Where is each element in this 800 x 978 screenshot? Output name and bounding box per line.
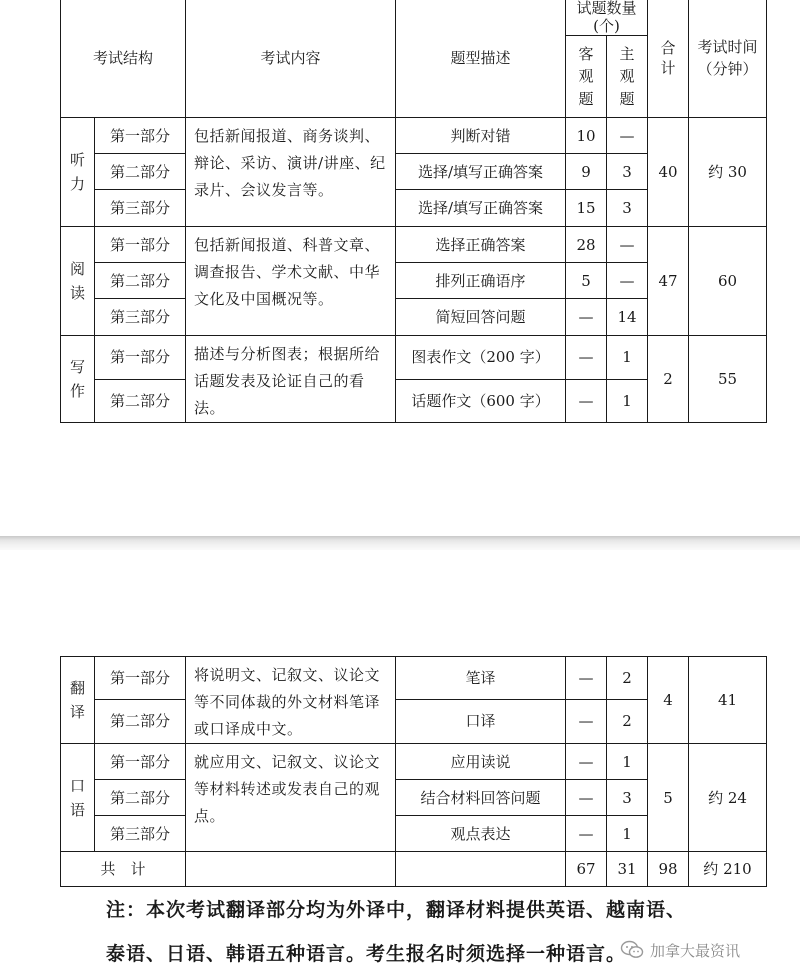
question-type: 话题作文（600 字） xyxy=(396,379,566,423)
objective-count: — xyxy=(566,299,607,336)
part-label: 第三部分 xyxy=(95,190,186,227)
section-time: 41 xyxy=(689,657,767,744)
section-total: 47 xyxy=(648,227,689,336)
question-type: 排列正确语序 xyxy=(396,263,566,299)
subjective-count: 1 xyxy=(607,744,648,780)
header-objective: 客观题 xyxy=(566,36,607,118)
exam-structure-table-continued xyxy=(60,656,767,887)
objective-count: — xyxy=(566,657,607,700)
question-type: 判断对错 xyxy=(396,118,566,154)
note-line-1: 注：本次考试翻译部分均为外译中，翻译材料提供英语、越南语、 xyxy=(106,899,687,921)
header-content: 考试内容 xyxy=(186,0,396,118)
note-line-2: 泰语、日语、韩语五种语言。考生报名时须选择一种语言。 xyxy=(106,943,627,965)
question-type: 观点表达 xyxy=(396,816,566,852)
question-type: 应用读说 xyxy=(396,744,566,780)
question-type: 选择/填写正确答案 xyxy=(396,154,566,190)
question-type: 口译 xyxy=(396,699,566,743)
objective-count: — xyxy=(566,780,607,816)
speaking-content: 就应用文、记叙文、议论文等材料转述或发表自己的观点。 xyxy=(186,744,396,852)
header-subjective: 主观题 xyxy=(607,36,648,118)
objective-count: 5 xyxy=(566,263,607,299)
section-total: 5 xyxy=(648,744,689,852)
objective-count: — xyxy=(566,336,607,380)
part-label: 第二部分 xyxy=(95,699,186,743)
reading-content: 包括新闻报道、科普文章、调查报告、学术文献、中华文化及中国概况等。 xyxy=(186,227,396,336)
objective-count: 9 xyxy=(566,154,607,190)
part-label: 第一部分 xyxy=(95,744,186,780)
subjective-count: 1 xyxy=(607,336,648,380)
subjective-count: — xyxy=(607,263,648,299)
part-label: 第一部分 xyxy=(95,657,186,700)
listening-content: 包括新闻报道、商务谈判、辩论、采访、演讲/讲座、纪录片、会议发言等。 xyxy=(186,118,396,227)
header-total: 合计 xyxy=(648,0,689,118)
objective-count: 28 xyxy=(566,227,607,263)
grand-total-subjective: 31 xyxy=(607,852,648,887)
question-type: 简短回答问题 xyxy=(396,299,566,336)
writing-content: 描述与分析图表；根据所给话题发表及论证自己的看法。 xyxy=(186,336,396,423)
section-speaking: 口语 xyxy=(61,744,95,852)
section-listening: 听力 xyxy=(61,118,95,227)
part-label: 第一部分 xyxy=(95,336,186,380)
wechat-icon xyxy=(620,940,644,960)
exam-structure-table xyxy=(60,0,767,423)
section-total: 4 xyxy=(648,657,689,744)
section-time: 60 xyxy=(689,227,767,336)
header-type: 题型描述 xyxy=(396,0,566,118)
question-type: 选择正确答案 xyxy=(396,227,566,263)
subjective-count: 3 xyxy=(607,190,648,227)
subjective-count: 3 xyxy=(607,780,648,816)
translation-content: 将说明文、记叙文、议论文等不同体裁的外文材料笔译或口译成中文。 xyxy=(186,657,396,744)
subjective-count: 2 xyxy=(607,699,648,743)
section-total: 2 xyxy=(648,336,689,423)
part-label: 第一部分 xyxy=(95,118,186,154)
header-count: 试题数量(个) xyxy=(566,0,648,36)
header-structure: 考试结构 xyxy=(61,0,186,118)
objective-count: 15 xyxy=(566,190,607,227)
question-type: 笔译 xyxy=(396,657,566,700)
question-type: 选择/填写正确答案 xyxy=(396,190,566,227)
header-time: 考试时间（分钟） xyxy=(689,0,767,118)
section-total: 40 xyxy=(648,118,689,227)
question-type: 结合材料回答问题 xyxy=(396,780,566,816)
subjective-count: 14 xyxy=(607,299,648,336)
part-label: 第二部分 xyxy=(95,154,186,190)
section-translation: 翻译 xyxy=(61,657,95,744)
grand-total-total: 98 xyxy=(648,852,689,887)
subjective-count: — xyxy=(607,118,648,154)
grand-total-time: 约 210 xyxy=(689,852,767,887)
section-time: 约 24 xyxy=(689,744,767,852)
section-time: 55 xyxy=(689,336,767,423)
empty-cell xyxy=(186,852,396,887)
subjective-count: 1 xyxy=(607,816,648,852)
grand-total-label: 共 计 xyxy=(61,852,186,887)
subjective-count: 2 xyxy=(607,657,648,700)
part-label: 第三部分 xyxy=(95,299,186,336)
part-label: 第二部分 xyxy=(95,263,186,299)
subjective-count: — xyxy=(607,227,648,263)
part-label: 第三部分 xyxy=(95,816,186,852)
subjective-count: 1 xyxy=(607,379,648,423)
objective-count: — xyxy=(566,699,607,743)
objective-count: 10 xyxy=(566,118,607,154)
part-label: 第二部分 xyxy=(95,780,186,816)
grand-total-objective: 67 xyxy=(566,852,607,887)
watermark-text: 加拿大最资讯 xyxy=(650,941,741,960)
part-label: 第一部分 xyxy=(95,227,186,263)
part-label: 第二部分 xyxy=(95,379,186,423)
objective-count: — xyxy=(566,816,607,852)
objective-count: — xyxy=(566,379,607,423)
section-time: 约 30 xyxy=(689,118,767,227)
section-writing: 写作 xyxy=(61,336,95,423)
subjective-count: 3 xyxy=(607,154,648,190)
objective-count: — xyxy=(566,744,607,780)
page-separator xyxy=(0,536,800,550)
question-type: 图表作文（200 字） xyxy=(396,336,566,380)
empty-cell xyxy=(396,852,566,887)
section-reading: 阅读 xyxy=(61,227,95,336)
watermark xyxy=(620,937,740,963)
